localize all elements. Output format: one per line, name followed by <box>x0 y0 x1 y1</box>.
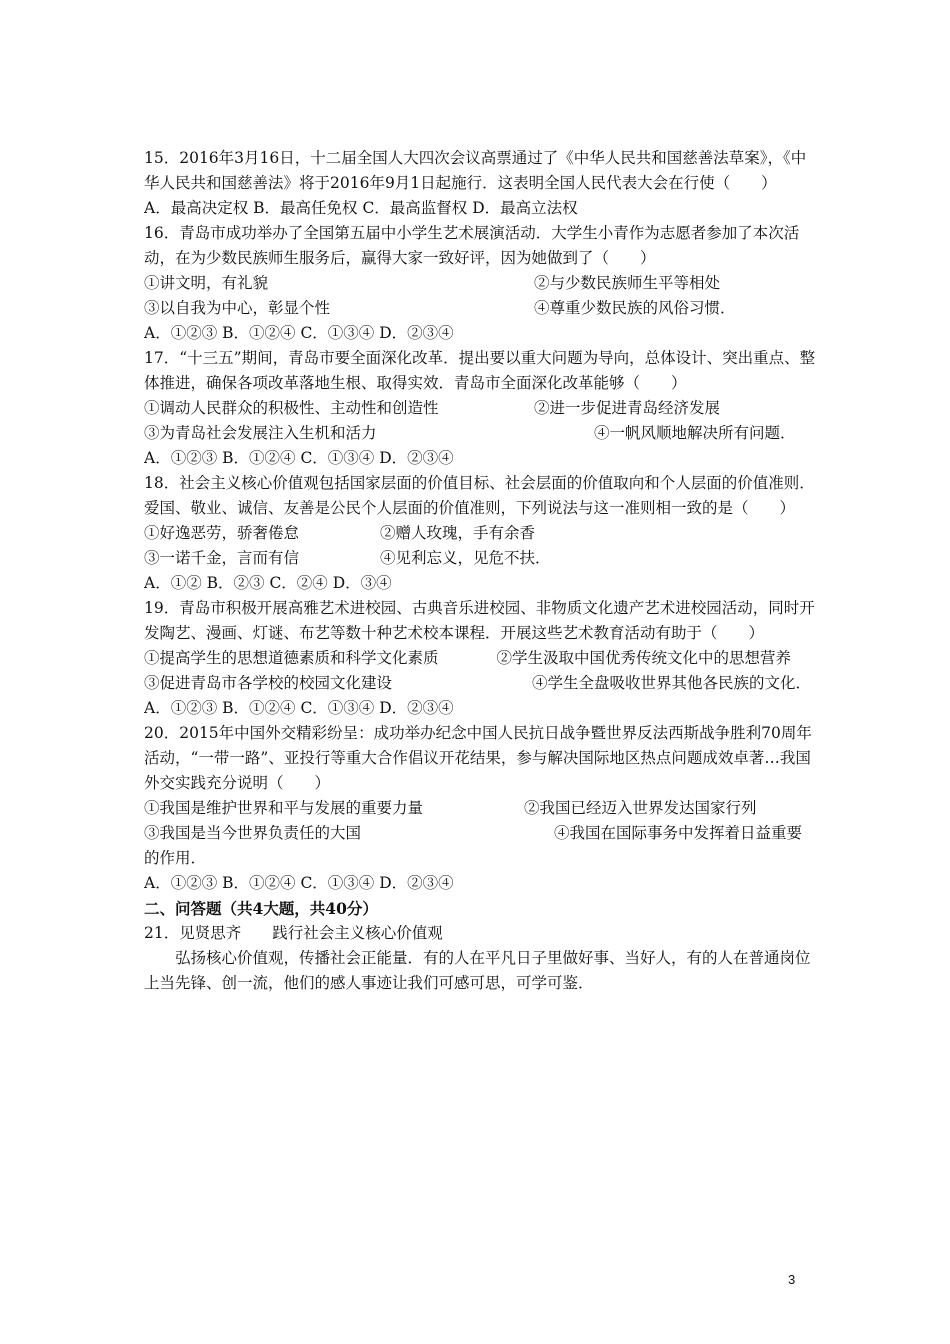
items-line <box>144 821 816 871</box>
item-2: ②赠人玫瑰，手有余香 <box>380 524 536 542</box>
answer-options: A．①②③ B．①②④ C．①③④ D．②③④ <box>144 699 454 717</box>
question-19 <box>144 596 816 721</box>
question-stem: 19．青岛市积极开展高雅艺术进校园、古典音乐进校园、非物质文化遗产艺术进校园活动，同时开发陶艺、漫画、灯谜、布艺等数十种艺术校本课程．开展这些艺术教育活动有助于（ ） <box>144 599 815 642</box>
question-17 <box>144 346 816 471</box>
question-21-title: 21．见贤思齐 践行社会主义核心价值观 <box>144 924 443 942</box>
question-20 <box>144 721 816 896</box>
item-3: ③促进青岛市各学校的校园文化建设 <box>144 674 393 692</box>
items-line <box>144 671 816 696</box>
item-row <box>144 546 816 571</box>
answer-options: A．①②③ B．①②④ C．①③④ D．②③④ <box>144 324 454 342</box>
item-2: ②与少数民族师生平等相处 <box>534 274 721 292</box>
question-18 <box>144 471 816 596</box>
page-number: 3 <box>788 1272 796 1287</box>
item-3: ③一诺千金，言而有信 <box>144 549 300 567</box>
answer-options: A．①② B．②③ C．②④ D．③④ <box>144 574 392 592</box>
item-row <box>144 796 816 821</box>
item-row <box>144 296 816 321</box>
item-1: ①我国是维护世界和平与发展的重要力量 <box>144 799 424 817</box>
item-3: ③我国是当今世界负责任的大国 <box>144 824 362 842</box>
item-4: ④尊重少数民族的风俗习惯． <box>534 299 736 317</box>
item-4: ④一帆风顺地解决所有问题． <box>594 424 796 442</box>
item-row <box>144 521 816 546</box>
item-4: ④学生全盘吸收世界其他各民族的文化． <box>532 674 812 692</box>
item-1: ①讲文明，有礼貌 <box>144 274 269 292</box>
question-21-paragraph: 弘扬核心价值观，传播社会正能量．有的人在平凡日子里做好事、当好人，有的人在普通岗位上当先锋、创一流，他们的感人事迹让我们可感可思，可学可鉴． <box>144 949 811 992</box>
question-stem: 20．2015年中国外交精彩纷呈：成功举办纪念中国人民抗日战争暨世界反法西斯战争胜利70周年活动，“一带一路”、亚投行等重大合作倡议开花结果，参与解决国际地区热点问题成效卓著…我国外交实践充分说明（ ） <box>144 724 812 792</box>
question-stem: 17．“十三五”期间，青岛市要全面深化改革．提出要以重大问题为导向，总体设计、突出重点、整体推进，确保各项改革落地生根、取得实效．青岛市全面深化改革能够（ ） <box>144 349 816 392</box>
question-15 <box>144 146 816 221</box>
question-stem: 18．社会主义核心价值观包括国家层面的价值目标、社会层面的价值取向和个人层面的价值准则．爱国、敬业、诚信、友善是公民个人层面的价值准则，下列说法与这一准则相一致的是（ ） <box>144 474 815 517</box>
items-line <box>144 646 816 671</box>
item-1: ①调动人民群众的积极性、主动性和创造性 <box>144 399 439 417</box>
item-2: ②进一步促进青岛经济发展 <box>534 399 721 417</box>
question-16 <box>144 221 816 346</box>
question-stem: 16．青岛市成功举办了全国第五届中小学生艺术展演活动．大学生小青作为志愿者参加了本次活动，在为少数民族师生服务后，赢得大家一致好评，因为她做到了（ ） <box>144 224 800 267</box>
question-stem: 15．2016年3月16日，十二届全国人大四次会议高票通过了《中华人民共和国慈善法草案》，《中华人民共和国慈善法》将于2016年9月1日起施行．这表明全国人民代表大会在行使（ ） <box>144 149 807 192</box>
answer-options: A．最高决定权 B．最高任免权 C．最高监督权 D．最高立法权 <box>144 199 578 217</box>
item-row <box>144 396 816 421</box>
item-2: ②我国已经迈入世界发达国家行列 <box>524 799 757 817</box>
answer-options: A．①②③ B．①②④ C．①③④ D．②③④ <box>144 874 454 892</box>
item-1: ①好逸恶劳，骄奢倦怠 <box>144 524 300 542</box>
exam-content <box>144 146 816 996</box>
item-3: ③为青岛社会发展注入生机和活力 <box>144 424 377 442</box>
item-4: ④我国在国际事务中发挥着日益重要的作用． <box>144 824 803 867</box>
item-2: ②学生汲取中国优秀传统文化中的思想营养 <box>496 649 792 667</box>
section-title: 二、问答题（共4大题，共40分） <box>144 899 378 918</box>
item-1: ①提高学生的思想道德素质和科学文化素质 <box>144 649 439 667</box>
item-row <box>144 421 816 446</box>
item-3: ③以自我为中心，彰显个性 <box>144 299 331 317</box>
item-4: ④见利忘义，见危不扶． <box>380 549 551 567</box>
item-row <box>144 271 816 296</box>
answer-options: A．①②③ B．①②④ C．①③④ D．②③④ <box>144 449 454 467</box>
